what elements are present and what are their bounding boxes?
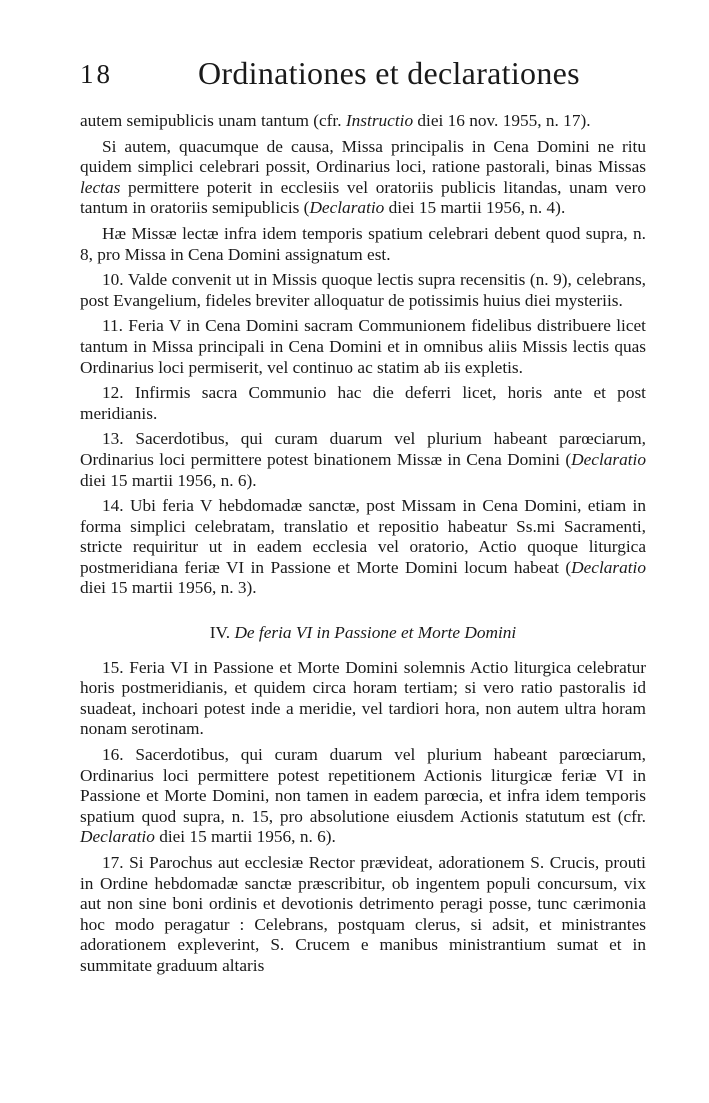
paragraph: Hæ Missæ lectæ infra idem temporis spatium celebrari debent quod supra, n. 8, pro Missa in Cena Domini assignatum est. xyxy=(80,223,646,264)
paragraph: 10. Valde convenit ut in Missis quoque lectis supra recensitis (n. 9), celebrans, post Evangelium, fideles breviter alloquatur de potissimis huius diei mysteriis. xyxy=(80,270,646,310)
paragraph: 12. Infirmis sacra Communio hac die deferri licet, horis ante et post meridianis. xyxy=(80,383,646,423)
body-text xyxy=(80,111,646,982)
page-number: 18 xyxy=(80,59,113,89)
paragraph: 14. Ubi feria V hebdomadæ sanctæ, post Missam in Cena Domini, etiam in forma simplici celebratam, translatio et repositio habeatur Ss.mi Sacramenti, stricte requiritur ut in eadem ecclesia vel oratorio, Actio quoque liturgica postmeridiana feriæ VI in Passione et Morte Domini locum habeat (Declaratio diei 15 martii 1956, n. 3). xyxy=(80,496,646,598)
paragraph: 17. Si Parochus aut ecclesiæ Rector prævideat, adorationem S. Crucis, prouti in Ordine hebdomadæ sanctæ præscribitur, ob ingentem populi concursum, vix aut non sine boni ordinis et devotionis detrimento peragi posse, tunc cærimonia hoc modo peragatur : Celebrans, postquam clerus, si adsit, et ministrantes adorationem expleverint, S. Crucem e manibus ministrantium sumat et in summitate graduum altaris xyxy=(80,853,646,975)
paragraph: 11. Feria V in Cena Domini sacram Communionem fidelibus distribuere licet tantum in Missa principali in Cena Domini et in omnibus aliis Missis lectis quas Ordinarius loci permiserit, vel continuo ac statim ab iis expletis. xyxy=(80,316,646,377)
section-heading xyxy=(80,623,646,644)
section-number: IV. xyxy=(209,623,231,643)
paragraph: Si autem, quacumque de causa, Missa principalis in Cena Domini ne ritu quidem simplici celebrari possit, Ordinarius loci, ratione pastorali, binas Missas lectas permittere poterit in ecclesiis vel oratoriis publicis litandas, unam vero tantum in oratoriis semipublicis (Declaratio diei 15 martii 1956, n. 4). xyxy=(80,136,646,218)
paragraph: 16. Sacerdotibus, qui curam duarum vel plurium habeant parœciarum, Ordinarius loci permittere potest repetitionem Actionis liturgicæ feriæ VI in Passione et Morte Domini, non tamen in eadem parœcia, et infra idem temporis spatium quod supra, n. 15, pro absolutione eiusdem Actionis statutum est (cfr. Declaratio diei 15 martii 1956, n. 6). xyxy=(80,745,646,847)
running-title: Ordinationes et declarationes xyxy=(198,55,580,91)
page-header xyxy=(80,55,646,99)
paragraph: autem semipublicis unam tantum (cfr. Instructio diei 16 nov. 1955, n. 17). xyxy=(80,111,591,130)
paragraph: 13. Sacerdotibus, qui curam duarum vel plurium habeant parœciarum, Ordinarius loci permittere potest binationem Missæ in Cena Domini (Declaratio diei 15 martii 1956, n. 6). xyxy=(80,429,646,490)
paragraph: 15. Feria VI in Passione et Morte Domini solemnis Actio liturgica celebratur horis postmeridianis, et quidem circa horam tertiam; si vero ratio pastoralis id suadeat, inchoari potest inde a meridie, vel tardiori hora, non autem ultra horam nonam serotinam. xyxy=(80,657,646,739)
section-title: De feria VI in Passione et Morte Domini xyxy=(234,623,517,643)
